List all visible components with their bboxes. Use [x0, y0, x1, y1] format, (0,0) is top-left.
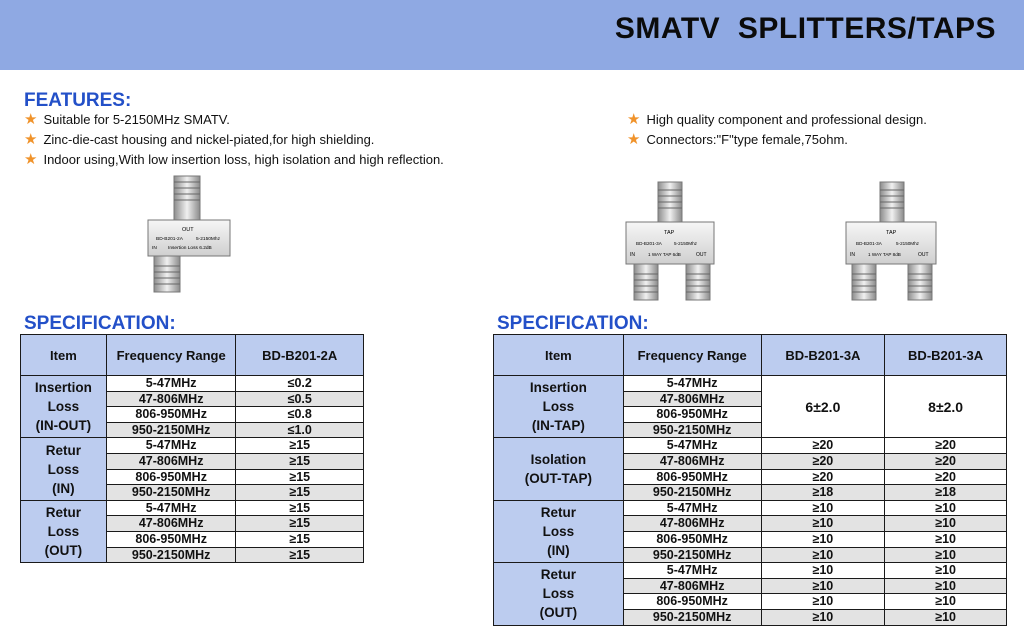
table-cell: 950-2150MHz	[106, 547, 236, 563]
group-label-line: Loss	[47, 461, 80, 477]
spec-table-right	[493, 334, 1007, 626]
group-label-line: (IN-OUT)	[35, 418, 92, 434]
table-cell: ≥10	[885, 578, 1007, 594]
group-label	[21, 376, 107, 438]
group-label-line: Loss	[47, 399, 80, 415]
column-header: Frequency Range	[106, 335, 236, 376]
splitter-2way-image	[140, 172, 240, 296]
device-port-in: IN	[850, 252, 855, 258]
star-icon: ★	[24, 131, 38, 148]
column-header: Frequency Range	[623, 335, 761, 376]
page-title: SMATV SPLITTERS/TAPS	[614, 12, 996, 45]
header-banner	[0, 0, 1024, 70]
group-label	[494, 500, 624, 562]
table-cell: 950-2150MHz	[623, 547, 761, 563]
table-cell: 5-47MHz	[106, 376, 236, 392]
group-label-line: Loss	[542, 399, 575, 415]
group-label	[494, 563, 624, 625]
group-label	[494, 376, 624, 438]
table-cell: ≥15	[236, 547, 364, 563]
spec-heading-right: SPECIFICATION:	[497, 313, 649, 334]
features-heading: FEATURES:	[24, 90, 132, 111]
star-icon: ★	[24, 151, 38, 168]
table-cell: 806-950MHz	[623, 469, 761, 485]
table-cell: 5-47MHz	[623, 376, 761, 392]
group-label-line: Isolation	[530, 452, 587, 468]
group-label-line: Retur	[45, 504, 82, 520]
table-cell: ≥10	[761, 578, 885, 594]
device-port-out: OUT	[696, 252, 707, 258]
device-model: BD-B201-2A	[156, 237, 183, 242]
table-cell: ≥10	[761, 594, 885, 610]
group-label-line: (OUT)	[44, 542, 83, 558]
table-cell: ≥10	[885, 500, 1007, 516]
table-cell: ≥20	[885, 453, 1007, 469]
table-cell: 950-2150MHz	[623, 422, 761, 438]
table-row	[494, 500, 1007, 516]
device-port-in: IN	[152, 246, 157, 251]
device-label-top: TAP	[664, 230, 675, 236]
table-row	[21, 500, 364, 516]
group-label-line: Insertion	[34, 380, 92, 396]
device-port-out: OUT	[918, 252, 929, 258]
table-cell: ≥18	[761, 485, 885, 501]
column-header: BD-B201-3A	[761, 335, 885, 376]
feature-item	[627, 112, 927, 127]
tap-8db-image	[832, 178, 940, 302]
table-row	[21, 438, 364, 454]
column-header: Item	[494, 335, 624, 376]
table-cell: 47-806MHz	[106, 453, 236, 469]
table-cell: ≥15	[236, 453, 364, 469]
table-row	[494, 438, 1007, 454]
device-spec: 1 WAY TAP 6dB	[648, 252, 681, 257]
device-freq: 5-2150Mhz	[896, 241, 919, 246]
column-header: BD-B201-2A	[236, 335, 364, 376]
table-cell: 5-47MHz	[623, 500, 761, 516]
group-label-line: Retur	[540, 504, 577, 520]
table-cell: ≥15	[236, 485, 364, 501]
feature-item	[627, 132, 848, 147]
column-header: Item	[21, 335, 107, 376]
table-cell: ≥10	[885, 547, 1007, 563]
table-cell: ≥10	[761, 547, 885, 563]
feature-item	[24, 112, 230, 127]
table-cell: 806-950MHz	[106, 469, 236, 485]
group-label-line: (IN)	[547, 542, 570, 558]
device-freq: 5-2150Mhz	[674, 241, 697, 246]
group-label-line: (IN)	[52, 480, 75, 496]
table-cell: ≥10	[761, 531, 885, 547]
table-row	[21, 376, 364, 392]
table-row	[494, 563, 1007, 579]
group-label-line: Loss	[542, 586, 575, 602]
group-label-line: Insertion	[529, 380, 587, 396]
device-spec: Insertion Loss 6.2dB	[168, 246, 212, 251]
table-cell: ≥10	[761, 516, 885, 532]
star-icon: ★	[627, 111, 641, 128]
table-cell: ≥15	[236, 531, 364, 547]
column-header: BD-B201-3A	[885, 335, 1007, 376]
table-cell: ≥10	[885, 531, 1007, 547]
table-row	[494, 376, 1007, 392]
table-cell: 806-950MHz	[106, 531, 236, 547]
device-port-in: IN	[630, 252, 635, 258]
table-cell: 47-806MHz	[623, 391, 761, 407]
table-cell: ≤1.0	[236, 422, 364, 438]
feature-item	[24, 132, 374, 147]
device-label-top: OUT	[182, 227, 194, 233]
table-cell: 950-2150MHz	[623, 609, 761, 625]
table-cell: 47-806MHz	[623, 453, 761, 469]
table-cell: ≥20	[761, 438, 885, 454]
table-cell: ≤0.2	[236, 376, 364, 392]
table-cell: 806-950MHz	[623, 594, 761, 610]
table-cell: ≥10	[885, 563, 1007, 579]
table-cell: 47-806MHz	[623, 516, 761, 532]
device-model: BD-B201-3A	[636, 241, 662, 246]
device-model: BD-B201-3A	[856, 241, 882, 246]
table-cell: 47-806MHz	[106, 516, 236, 532]
table-cell: ≥18	[885, 485, 1007, 501]
star-icon: ★	[24, 111, 38, 128]
table-cell: 5-47MHz	[106, 500, 236, 516]
group-label-line: Loss	[47, 523, 80, 539]
table-cell: 806-950MHz	[623, 531, 761, 547]
device-spec: 1 WAY TAP 8dB	[868, 252, 901, 257]
table-cell: 5-47MHz	[623, 563, 761, 579]
table-cell: ≥10	[885, 516, 1007, 532]
table-cell: ≥20	[885, 438, 1007, 454]
feature-text: Connectors:"F"type female,75ohm.	[646, 132, 848, 147]
table-cell: 5-47MHz	[623, 438, 761, 454]
spec-table-left	[20, 334, 364, 563]
table-cell: 950-2150MHz	[106, 485, 236, 501]
group-label-line: (IN-TAP)	[531, 418, 585, 434]
table-cell: ≥15	[236, 516, 364, 532]
feature-text: High quality component and professional design.	[646, 112, 927, 127]
group-label	[494, 438, 624, 500]
group-label	[21, 500, 107, 562]
group-label	[21, 438, 107, 500]
table-cell: 950-2150MHz	[106, 422, 236, 438]
feature-text: Indoor using,With low insertion loss, high isolation and high reflection.	[43, 152, 444, 167]
feature-item	[24, 152, 444, 167]
feature-text: Suitable for 5-2150MHz SMATV.	[43, 112, 230, 127]
table-cell: ≤0.5	[236, 391, 364, 407]
table-cell: ≥15	[236, 438, 364, 454]
feature-text: Zinc-die-cast housing and nickel-piated,for high shielding.	[43, 132, 375, 147]
table-header-row	[494, 335, 1007, 376]
table-cell: 47-806MHz	[623, 578, 761, 594]
table-cell: ≥15	[236, 469, 364, 485]
table-cell: ≥15	[236, 500, 364, 516]
group-label-line: Loss	[542, 523, 575, 539]
table-cell: 806-950MHz	[623, 407, 761, 423]
table-cell: 806-950MHz	[106, 407, 236, 423]
table-cell: ≥10	[761, 609, 885, 625]
table-cell: ≥10	[885, 594, 1007, 610]
tap-6db-image	[612, 178, 718, 302]
table-cell: ≥20	[761, 469, 885, 485]
table-cell: 950-2150MHz	[623, 485, 761, 501]
group-label-line: Retur	[45, 442, 82, 458]
device-freq: 5-2150Mhz	[196, 237, 220, 242]
table-cell: ≥20	[885, 469, 1007, 485]
star-icon: ★	[627, 131, 641, 148]
group-label-line: (OUT)	[539, 605, 578, 621]
table-cell: ≤0.8	[236, 407, 364, 423]
merged-value-cell: 6±2.0	[761, 376, 885, 438]
table-cell: ≥10	[761, 563, 885, 579]
merged-value-cell: 8±2.0	[885, 376, 1007, 438]
spec-heading-left: SPECIFICATION:	[24, 313, 176, 334]
device-label-top: TAP	[886, 230, 897, 236]
group-label-line: (OUT-TAP)	[524, 471, 592, 487]
table-cell: ≥20	[761, 453, 885, 469]
table-header-row	[21, 335, 364, 376]
group-label-line: Retur	[540, 567, 577, 583]
table-cell: ≥10	[885, 609, 1007, 625]
table-cell: ≥10	[761, 500, 885, 516]
table-cell: 47-806MHz	[106, 391, 236, 407]
table-cell: 5-47MHz	[106, 438, 236, 454]
